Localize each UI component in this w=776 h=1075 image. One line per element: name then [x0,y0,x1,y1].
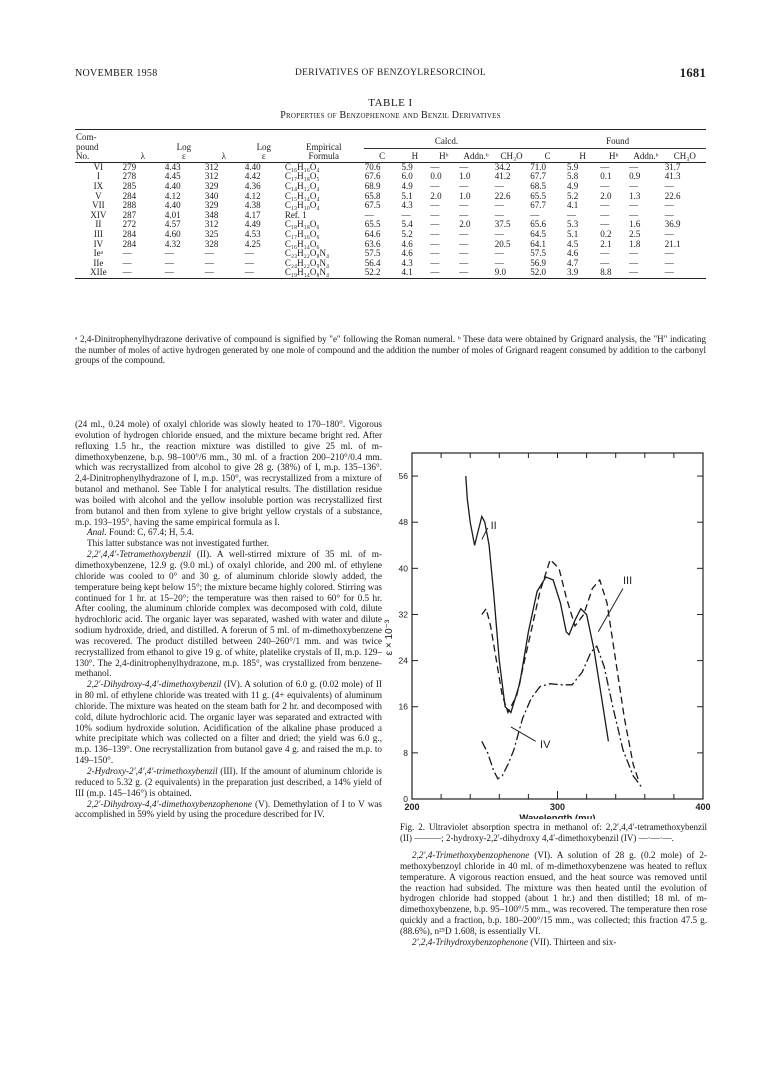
table-cell: 2.0 [430,190,442,201]
table-cell: 57.5 [364,248,381,259]
table-cell: — [430,180,440,191]
table-cell: 4.1 [566,200,579,211]
series-annotation-label: IV [540,739,551,752]
table-cell: 4.3 [401,257,413,268]
page-number: 1681 [679,66,706,80]
table-cell: C₁₇H₁₈O₅ [284,171,320,182]
table-cell: 2.0 [459,219,471,230]
header-c-found: C [544,151,551,162]
table-cell: — [629,161,639,172]
table-cell: 4.01 [164,209,181,220]
table-cell: — [530,209,540,220]
table-cell: — [494,209,504,220]
table-cell: — [494,228,504,239]
x-tick-label: 300 [549,802,566,812]
table-cell: XIV [90,209,107,220]
y-tick-label: 48 [398,517,408,528]
table-cell: 22.6 [664,190,681,201]
table-cell: 2.1 [600,238,612,249]
table-cell: 340 [204,190,219,201]
table-cell: — [164,248,174,259]
table-cell: 4.5 [566,238,579,249]
table-cell: 4.6 [566,248,579,259]
table-cell: 4.40 [164,180,181,191]
table-cell: 325 [204,228,219,239]
paragraph [75,527,382,538]
table-cell: 65.5 [530,190,547,201]
paragraph [75,679,382,766]
table-cell: 284 [122,238,137,249]
table-cell: 70.6 [364,161,381,172]
header-hb-found: Hᵇ [609,151,619,162]
table-cell: 41.3 [664,171,681,182]
table-cell: 65.8 [364,190,381,201]
table-cell: 312 [204,161,219,172]
table-cell: 5.1 [566,228,579,239]
table-cell: 57.5 [530,248,547,259]
table-cell: 0.0 [430,171,442,182]
table-cell: 4.6 [401,238,413,249]
table-cell: 64.6 [364,228,381,239]
paragraph: (24 ml., 0.24 mole) of oxalyl chloride was slowly heated to 170–180°. Vigorous evolution of hydrogen chloride ensued, and the mixture became bright red. After refluxing 1.5 hr., the reaction mixture was distilled to give 25 ml. of m-dimethoxybenzene, b.p. 98–100°/6 mm., 30 ml. of a fraction 200–210°/0.4 mm. which was recrystallized from alcohol to give 28 g. (38%) of I, m.p. 135–136°. 2,4-Dinitrophenylhydrazone of I, m.p. 150°, was recrystallized from a mixture of butanol and methanol. See Table I for analytical results. The distillation residue was boiled with alcohol and the yellow insoluble portion was recrystallized first from butanol and then from xylene to give bright yellow crystals of a substance, m.p. 193–195°, having the same empirical formula as I. [75,419,382,527]
table-caption: Properties of Benzophenone and Benzil Derivatives [280,110,501,121]
table-cell: 279 [122,161,137,172]
table-cell: 5.2 [566,190,579,201]
table-cell: — [244,267,254,278]
table-cell: 34.2 [494,161,511,172]
table-cell: — [401,209,411,220]
table-cell: 4.7 [566,257,579,268]
table-cell: — [629,209,639,220]
table-cell: — [459,228,469,239]
table-cell: 4.57 [164,219,181,230]
uv-spectra-figure [380,447,720,819]
table-cell: 4.45 [164,171,181,182]
header-h: H [411,151,419,162]
table-cell: 2.0 [600,190,612,201]
table-cell: 285 [122,180,137,191]
table-cell: C₁₄H₁₂O₄ [284,180,320,191]
table-footnote: ᵃ 2,4-Dinitrophenylhydrazone derivative of compound is signified by "e" following the Roman numeral. ᵇ These data were obtained by Grignard analysis, the "H" indicating the number of moles of active hydrogen generated by one mole of compound and the addition the number of moles of Grignard reagent consumed by addition to the carbonyl groups of the compound. [75,334,706,366]
x-tick-label: 200 [404,802,420,812]
table-cell: — [430,209,440,220]
table-cell: — [164,267,174,278]
table-cell: 4.42 [244,171,261,182]
uv-spectra-chart [380,447,720,819]
table-cell: 5.4 [401,219,413,230]
header-h-found: H [579,151,586,162]
y-tick-label: 32 [398,609,408,620]
table-cell: 37.5 [494,219,511,230]
paragraph [400,937,707,948]
table-cell: — [629,180,639,191]
section-text: (VII). Thirteen and six- [527,936,617,947]
table-cell: — [600,257,610,268]
table-cell: C₁₅H₁₄O₄ [284,190,320,201]
header-addn: Addn.ᵇ [463,151,489,162]
table-cell: 284 [122,190,137,201]
table-cell: — [430,238,440,249]
anal-text: Found: C, 67.4; H, 5.4. [106,527,194,538]
figure-caption: Fig. 2. Ultraviolet absorption spectra in methanol of: 2,2′,4,4′-tetramethoxybenzil (II) ———; 2-hydroxy-2,2′-dihydroxy 4,4′-dimethoxybenzil (IV) —·—·—. [400,822,707,843]
table-cell: 65.6 [530,219,547,230]
table-cell: C₁₆H₁₆O₄ [284,161,320,172]
table-cell: — [494,248,504,259]
table-cell: — [600,248,610,259]
table-cell: C₁₆H₁₄O₆ [284,238,320,249]
table-cell: 1.3 [629,190,641,201]
table-cell: 67.7 [530,171,547,182]
section-title: 2,2′-Dihydroxy-4,4′-dimethoxybenzophenone [87,798,252,809]
table-cell: 0.1 [600,171,612,182]
properties-table [75,129,706,279]
table-cell: 4.32 [164,238,181,249]
table-cell: — [459,257,469,268]
table-cell: 21.1 [664,238,681,249]
y-tick-label: 0 [403,794,408,804]
header-c: C [379,151,386,162]
table-cell: 278 [122,171,137,182]
table-cell: 4.17 [244,209,261,220]
section-title: 2,2′,4,4′-Tetramethoxybenzil [87,549,191,560]
section-text: (V). Demethylation of I to V was accomplished in 59% yield by using the procedure described for IV. [75,798,382,820]
table-cell: — [122,257,132,268]
header-lambda-2: λ [221,151,227,162]
table-cell: 4.53 [244,228,261,239]
table-cell: VI [93,161,104,172]
table-cell: 4.12 [164,190,181,201]
table-cell: — [430,257,440,268]
table-cell: — [664,257,674,268]
table-cell: 20.5 [494,238,511,249]
series-line-IV [482,646,642,787]
table-cell: 0.9 [629,171,641,182]
y-axis-label: ε × 10⁻³ [384,619,395,656]
table-cell: C₁₉H₁₄O₈N₄ [284,267,330,278]
table-cell: V [95,190,102,201]
table-cell: 272 [122,219,137,230]
table-cell: C₂₄H₂₂O₉N₄ [284,257,330,268]
table-cell: 65.5 [364,219,381,230]
table-cell: — [430,161,440,172]
table-cell: — [430,200,440,211]
table-cell: 8.8 [600,267,612,278]
table-cell: 52.2 [364,267,381,278]
x-tick-label: 400 [695,802,711,812]
table-cell: 68.5 [530,180,547,191]
table-row [75,268,706,278]
table-cell: 329 [204,200,219,211]
table-cell: — [600,161,610,172]
table-cell: 288 [122,200,137,211]
header-ch3o: CH₃O [500,151,523,162]
table-cell: 5.8 [566,171,579,182]
section-text: (II). A well-stirred mixture of 35 ml. of m-dimethoxybenzene, 12.9 g. (9.0 ml.) of oxalyl chloride, and 200 ml. of ethylene chloride was cooled to 0° and 30 g. of aluminum chloride slowly added, the temperature being kept below 15°; the mixture became highly colored. Stirring was continued for 1 hr. at 15–20°; the temperature was then raised to 60° for 0.5 hr. After cooling, the aluminum chloride complex was decomposed with cold, dilute hydrochloric acid. The organic layer was separated, washed with water and dilute sodium hydroxide, dried, and distilled. A forerun of 5 ml. of m-dimethoxybenzene was recovered. The product distilled between 240–260°/1 mm. and was twice recrystallized from ethanol to give 19 g. of white, platelike crystals of II, m.p. 129–130°. The 2,4-dinitrophenylhydrazone, m.p. 185°, was crystallized from benzene-methanol. [75,549,382,679]
table-cell: 41.2 [494,171,511,182]
y-tick-label: 8 [403,747,408,758]
paragraph [75,766,382,799]
table-cell: Ieᵃ [93,248,104,259]
table-cell: 4.40 [244,161,261,172]
table-cell: 1.0 [459,190,471,201]
table-cell: — [600,180,610,191]
header-log-eps-2: Log ε [256,141,272,162]
table-cell: 1.6 [629,219,641,230]
table-cell: 64.1 [530,238,547,249]
table-cell: — [629,248,639,259]
table-cell: 4.6 [401,248,413,259]
table-cell: 64.5 [530,228,547,239]
table-cell: 5.3 [566,219,579,230]
table-cell: 284 [122,228,137,239]
table-cell: — [430,228,440,239]
section-title: 2-Hydroxy-2′,4′,4′-trimethoxybenzil [87,766,218,776]
table-cell: — [459,200,469,211]
y-tick-label: 16 [398,701,408,712]
table-cell: — [122,267,132,278]
table-cell: 67.6 [364,171,381,182]
table-cell: — [494,200,504,211]
table-cell: 5.9 [401,161,413,172]
table-cell: IX [93,180,104,191]
table-cell: 6.0 [401,171,413,182]
table-cell: — [629,257,639,268]
table-cell: — [664,209,674,220]
table-cell: — [600,209,610,220]
table-cell: 4.38 [244,200,261,211]
table-cell: C₂₃H₂₂O₈N₄ [284,248,330,259]
section-text: (III). If the amount of aluminum chloride is reduced to 5.32 g. (2 equivalents) in the preparation just described, a 14% yield of III (m.p. 145–146°) is obtained. [75,766,382,798]
table-cell: I [96,171,100,182]
table-cell: Ref. 1 [284,209,307,220]
table-cell: 56.4 [364,257,381,268]
right-column [400,850,707,948]
table-cell: — [204,267,214,278]
table-cell: IIe [93,257,104,268]
table-cell: — [664,267,674,278]
table-cell: — [459,180,469,191]
issue-date: NOVEMBER 1958 [75,68,158,79]
running-header [75,68,706,84]
table-cell: C₁₇H₁₆O₆ [284,228,320,239]
x-axis-label: Wavelength (mμ) [519,813,596,819]
table-cell: 2.5 [629,228,641,239]
table-cell: — [459,161,469,172]
table-cell: 67.5 [364,200,381,211]
table-cell: — [664,180,674,191]
table-cell: 4.12 [244,190,261,201]
table-cell: 329 [204,180,219,191]
table-cell: — [430,248,440,259]
table-cell: 348 [204,209,219,220]
table-cell: — [459,238,469,249]
table-cell: — [122,248,132,259]
table-cell: 4.43 [164,161,181,172]
table-cell: — [164,257,174,268]
table-cell: 312 [204,171,219,182]
series-line-III [482,560,639,782]
table-cell: 4.9 [401,180,413,191]
table-cell: — [204,257,214,268]
table-cell: 71.0 [530,161,547,172]
running-title: DERIVATIVES OF BENZOYLRESORCINOL [295,68,486,78]
header-lambda-1: λ [140,151,145,162]
table-cell: — [459,267,469,278]
table-cell: — [629,267,639,278]
table-cell: — [629,200,639,211]
table-cell: 4.9 [566,180,579,191]
y-tick-label: 56 [398,471,408,482]
table-cell: 3.9 [566,267,579,278]
table-cell: — [664,228,674,239]
table-cell: 9.0 [494,267,506,278]
table-cell: 312 [204,219,219,230]
table-cell: — [244,257,254,268]
table-cell: 0.2 [600,228,612,239]
section-text: (VI). A solution of 28 g. (0.2 mole) of 2-methoxybenzoyl chloride in 40 ml. of m-dimethoxybenzene was heated to reflux temperature. A vigorous reaction ensued, and the heat source was removed until the reaction had subsided. The mixture was then heated until the evolution of hydrogen chloride had stopped (about 1 hr.) and then distilled; 18 ml. of m-dimethoxybenzene, b.p. 95–100°/5 mm., was recovered. The temperature then rose quickly and a fraction, b.p. 180–200°/15 mm., was collected; this fraction 47.5 g. (88.6%), n²⁵D 1.608, is essentially VI. [400,850,707,936]
header-ch3o-found: CH₃O [673,151,696,162]
table-cell: — [600,219,610,230]
section-title: 2,2′-Dihydroxy-4,4′-dimethoxybenzil [87,679,222,690]
table-cell: 22.6 [494,190,511,201]
table-cell: 4.1 [401,267,413,278]
table-cell: IV [93,238,104,249]
anal-label: Anal. [87,527,107,538]
section-text: (IV). A solution of 6.0 g. (0.02 mole) of II in 80 ml. of ethylene chloride was treated with 11 g. (4+ equivalents) of aluminum chloride. The mixture was heated on the steam bath for 2 hr. and decomposed with cold, dilute hydrochloric acid. The organic layer was separated and extracted with 10% sodium hydroxide solution. Acidification of the alkaline phase produced a white precipitate which was collected on a filter and dried; the yield was 6.0 g., m.p. 136–139°. One recrystallization from butanol gave 4 g. and raised the m.p. to 149–150°. [75,679,382,766]
table-cell: C₁₈H₁₈O₆ [284,219,320,230]
table-cell: 4.25 [244,238,261,249]
table-cell: 31.7 [664,161,681,172]
header-found: Found [606,136,630,147]
table-cell: 52.0 [530,267,547,278]
table-cell: — [430,219,440,230]
table-cell: 4.49 [244,219,261,230]
table-cell: — [430,267,440,278]
table-cell: — [494,180,504,191]
table-cell: — [244,248,254,259]
table-cell: 4.36 [244,180,261,191]
table-cell: — [566,209,576,220]
header-log-eps-1: Log ε [176,141,192,162]
header-formula: Empirical Formula [306,141,342,162]
header-hb: Hᵇ [439,151,449,162]
paragraph [400,850,707,937]
header-addn-found: Addn.ᵇ [633,151,659,162]
table-cell: XIIe [90,267,107,278]
plot-frame [412,453,703,799]
table-body [75,162,706,278]
table-cell: 67.7 [530,200,547,211]
table-cell: 4.60 [164,228,181,239]
annotation-pointer [511,727,536,741]
table-cell: — [459,248,469,259]
series-annotation-label: III [622,574,633,587]
paragraph [75,549,382,679]
left-column [75,419,382,820]
table-cell: — [664,200,674,211]
table-cell: — [364,209,374,220]
section-title: 2′,2,4-Trihydroxybenzophenone [412,936,528,947]
paragraph [75,799,382,821]
paragraph: This latter substance was not investigated further. [87,538,269,549]
table-cell: 1.8 [629,238,641,249]
y-tick-label: 40 [398,563,408,574]
table-cell: II [95,219,102,230]
table-cell: 4.40 [164,200,181,211]
header-compound: Com- pound No. [76,132,99,162]
table-cell: C₁₃H₁₀O₄ [284,200,320,211]
table-cell: 56.9 [530,257,547,268]
table-cell: — [459,209,469,220]
table-cell: III [93,228,103,239]
table-cell: 5.9 [566,161,579,172]
section-title: 2,2′,4-Trimethoxybenzophenone [412,850,530,860]
table-cell: 1.0 [459,171,471,182]
table-cell: — [600,200,610,211]
series-annotation-label: II [490,520,497,533]
table-cell: — [494,257,504,268]
table-cell: 68.9 [364,180,381,191]
table-cell: — [204,248,214,259]
table-cell: 5.1 [401,190,413,201]
table-cell: 36.9 [664,219,681,230]
series-line-II [466,476,609,741]
table-cell: 63.6 [364,238,381,249]
table-cell: 5.2 [401,228,413,239]
table-cell: 4.3 [401,200,413,211]
y-tick-label: 24 [398,655,408,666]
table-cell: VII [92,200,105,211]
table-cell: — [664,248,674,259]
header-calcd: Calcd. [434,136,459,147]
table-cell: 328 [204,238,219,249]
table-title: TABLE I [368,97,413,109]
table-cell: 287 [122,209,137,220]
